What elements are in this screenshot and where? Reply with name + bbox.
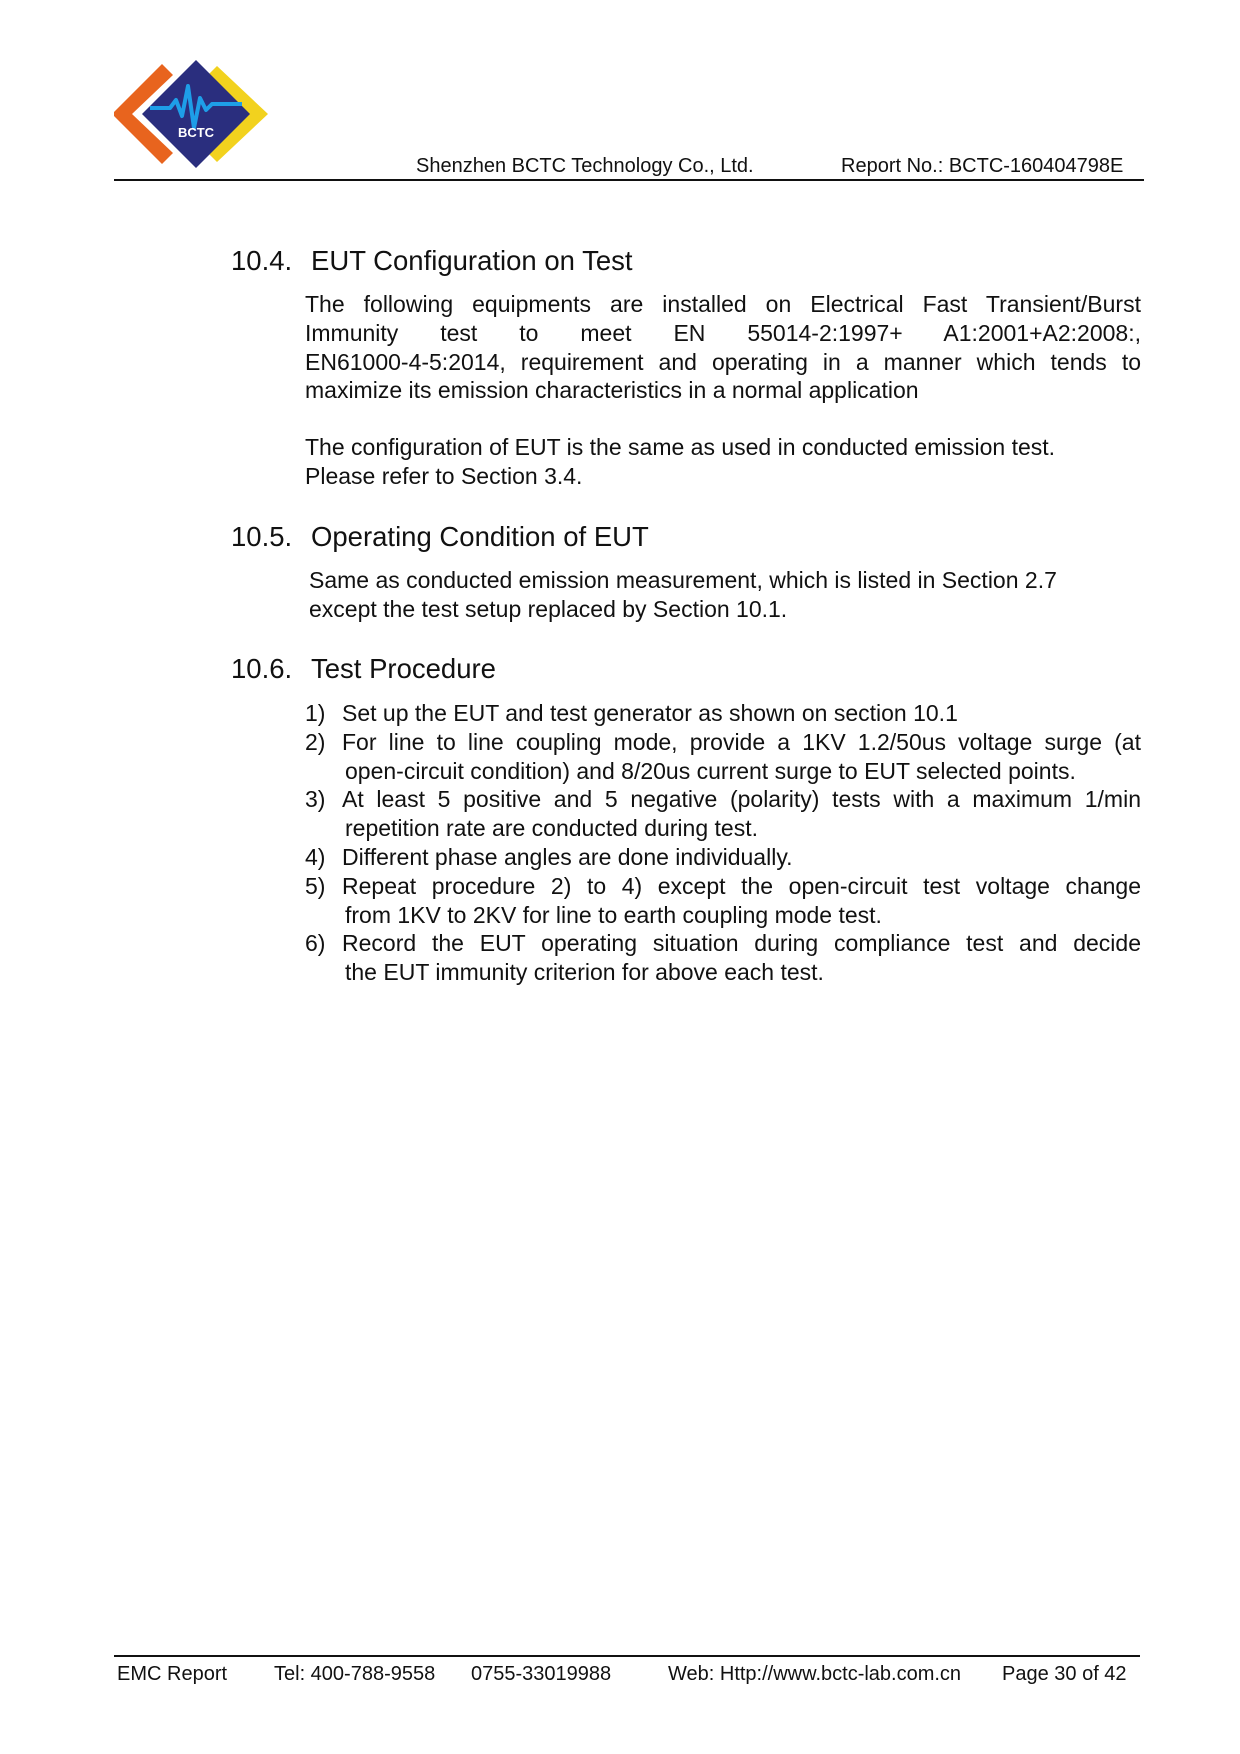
list-item-line: Repeat procedure 2) to 4) except the open-circuit test voltage change [342, 872, 1141, 899]
list-item-number: 2) [305, 728, 326, 755]
section-number: 10.4. [231, 245, 293, 276]
footer-rule [114, 1655, 1140, 1657]
footer-web: Web: Http://www.bctc-lab.com.cn [668, 1663, 962, 1685]
paragraph-line: EN61000-4-5:2014, requirement and operating in a manner which tends to [305, 348, 1141, 375]
paragraph-line: Immunity test to meet EN 55014-2:1997+ A1:2001+A2:2008:, [305, 319, 1141, 346]
list-item-number: 1) [305, 700, 326, 726]
footer-page-number: Page 30 of 42 [1002, 1663, 1127, 1685]
footer-tel: Tel: 400-788-9558 [274, 1663, 436, 1685]
section-number: 10.6. [231, 653, 293, 684]
list-item [305, 728, 1141, 786]
section-10-5-paragraph [309, 566, 1141, 624]
list-item-line: At least 5 positive and 5 negative (polarity) tests with a maximum 1/min [342, 786, 1141, 813]
section-title: Operating Condition of EUT [311, 521, 649, 552]
bctc-logo [114, 58, 280, 170]
paragraph-line: except the test setup replaced by Section 10.1. [309, 595, 788, 622]
section-10-4-paragraph-1 [305, 290, 1141, 405]
list-item [305, 929, 1141, 987]
test-procedure-list [305, 699, 1141, 987]
section-10-4-paragraph-2 [305, 433, 1141, 491]
header-company: Shenzhen BCTC Technology Co., Ltd. [416, 155, 754, 177]
paragraph-line: Same as conducted emission measurement, which is listed in Section 2.7 [309, 567, 1057, 593]
list-item-number: 3) [305, 786, 326, 813]
section-number: 10.5. [231, 521, 293, 552]
list-item [305, 872, 1141, 930]
list-item [305, 785, 1141, 843]
list-item-line: from 1KV to 2KV for line to earth coupling mode test. [345, 901, 882, 928]
list-item [305, 699, 1141, 728]
list-item-line: open-circuit condition) and 8/20us current surge to EUT selected points. [345, 757, 1076, 784]
section-title: EUT Configuration on Test [311, 245, 633, 276]
header-rule [114, 179, 1144, 181]
paragraph-line: The configuration of EUT is the same as used in conducted emission test. [305, 434, 1056, 460]
list-item-number: 4) [305, 843, 326, 870]
list-item-line: For line to line coupling mode, provide a 1KV 1.2/50us voltage surge (at [342, 728, 1141, 755]
paragraph-line: Please refer to Section 3.4. [305, 462, 583, 489]
list-item-number: 6) [305, 930, 326, 957]
list-item-line: repetition rate are conducted during test. [345, 815, 758, 842]
list-item-line: Different phase angles are done individually. [342, 843, 793, 870]
list-item-line: Set up the EUT and test generator as shown on section 10.1 [342, 700, 958, 726]
paragraph-line: maximize its emission characteristics in a normal application [305, 377, 919, 404]
section-heading-10-5 [231, 520, 649, 554]
list-item-line: Record the EUT operating situation during compliance test and decide [342, 930, 1141, 957]
footer-label: EMC Report [117, 1663, 228, 1685]
list-item [305, 843, 1141, 872]
logo-text: BCTC [177, 125, 215, 140]
footer-tel-2: 0755-33019988 [471, 1663, 612, 1685]
list-item-number: 5) [305, 872, 326, 899]
section-title: Test Procedure [311, 653, 496, 684]
header-report-number: Report No.: BCTC-160404798E [841, 155, 1124, 177]
section-heading-10-6 [231, 652, 496, 686]
section-heading-10-4 [231, 244, 633, 278]
paragraph-line: The following equipments are installed on Electrical Fast Transient/Burst [305, 291, 1141, 317]
list-item-line: the EUT immunity criterion for above each test. [345, 959, 824, 986]
